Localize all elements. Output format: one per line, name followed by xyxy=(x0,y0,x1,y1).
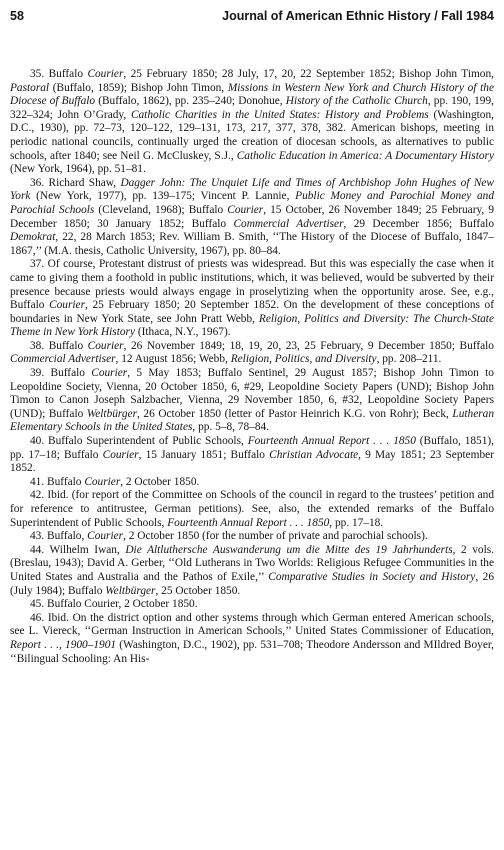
endnotes xyxy=(10,68,494,666)
italic-text: Fourteenth Annual Report . . . 1850 xyxy=(247,435,416,448)
note-text: , 15 January 1851; Buffalo xyxy=(138,448,270,461)
note-text: (Cleveland, 1968); Buffalo xyxy=(94,203,228,216)
italic-text: Fourteenth Annual Report . . . 1850 xyxy=(167,516,330,529)
page-number: 58 xyxy=(10,9,24,23)
note-text: (New York, 1964), pp. 51–81. xyxy=(10,163,146,176)
italic-text: Public Money and Parochial Money and Parochial Schools xyxy=(10,190,495,216)
note-text: , 26 October 1850 (letter of Pastor Heinrich K.G. von Rohr); Beck, xyxy=(137,407,453,420)
italic-text: Die Altluthersche Auswanderung um die Mitte des 19 Jahrhunderts xyxy=(125,543,453,556)
italic-text: Religion, Politics and Diversity: The Church-State Theme in New York History xyxy=(10,312,494,339)
endnote xyxy=(10,367,494,435)
italic-text: Courier xyxy=(87,530,124,543)
note-text: (Ithaca, N.Y., 1967). xyxy=(135,326,231,339)
italic-text: Courier xyxy=(227,203,264,216)
endnote xyxy=(10,340,494,367)
italic-text: Courier xyxy=(102,448,139,461)
italic-text: Commercial Advertiser xyxy=(233,217,344,230)
endnote xyxy=(10,612,494,666)
note-text: , 26 (July 1984); Buffalo xyxy=(10,570,494,597)
note-text: (Buffalo, 1862), pp. 235–240; Donohue, xyxy=(95,95,286,108)
italic-text: Weltbürger xyxy=(105,584,156,597)
endnote xyxy=(10,489,494,530)
note-text: , pp. 5–8, 78–84. xyxy=(192,421,269,434)
italic-text: Commercial Advertiser xyxy=(10,353,116,366)
note-text: , pp. 190, 199, 322–324; John O’Grady, xyxy=(10,95,494,121)
note-text: , 12 August 1856; Webb, xyxy=(115,353,231,366)
note-text: (Washington, D.C., 1902), pp. 531–708; Theodore Andersson and MIldred Boyer, ‘‘Bilingual Schooling: An His- xyxy=(10,638,495,665)
italic-text: Weltbürger xyxy=(86,407,138,420)
italic-text: Courier xyxy=(84,475,121,488)
italic-text: Courier xyxy=(87,68,124,80)
note-text: , 5 May 1853; Buffalo Sentinel, 29 August 1857; Bishop John Timon to Leopoldine Society, Vienna, 20 October 1850, 6, #29, Leopoldine Society Papers (UND); Bishop John Timon to Canon Joseph Salzbacher, Vienna, 29 November 1850, 6, #32, Leopoldine Society Papers (UND); Buffalo xyxy=(10,367,494,420)
note-text: 45. Buffalo Courier, 2 October 1850. xyxy=(30,598,198,611)
note-text: , 2 October 1850. xyxy=(120,475,200,488)
note-text: , pp. 208–211. xyxy=(376,353,442,366)
note-text: , 22, 28 March 1853; Rev. William B. Smith, ‘‘The History of the Diocese of Buffalo, 1847–1867,’’ (M.A. thesis, Catholic University, 1967), pp. 80–84. xyxy=(10,231,494,257)
endnote xyxy=(10,544,494,598)
italic-text: Missions in Western New York and Church History of the Diocese of Buffalo xyxy=(10,81,494,108)
italic-text: Catholic Charities in the United States: History and Problems xyxy=(130,108,429,121)
endnote xyxy=(10,258,494,340)
note-text: , 29 December 1856; Buffalo xyxy=(343,217,494,230)
note-text: (Buffalo, 1851), pp. 17–18; Buffalo xyxy=(10,435,494,461)
note-text: , 25 February 1850; 20 September 1852. On the development of these conceptions of boundaries in New York State, see John Pratt Webb, xyxy=(10,299,494,325)
endnote xyxy=(10,68,494,177)
note-text: , 9 May 1851; 23 September 1852. xyxy=(10,448,494,475)
endnote xyxy=(10,598,494,612)
italic-text: Religion, Politics, and Diversity xyxy=(230,353,377,366)
note-text: , 25 February 1850; 28 July, 17, 20, 22 September 1852; Bishop John Timon, xyxy=(123,68,494,80)
note-text: , 2 vols. (Breslau, 1943); David A. Gerber, ‘‘Old Lutherans in Two Worlds: Religious Refugee Communities in the United States and Australia and the Pathos of Exile,’’ xyxy=(10,543,494,583)
note-text: 43. Buffalo, xyxy=(30,530,88,543)
italic-text: Pastoral xyxy=(10,81,50,94)
italic-text: Courier xyxy=(87,339,124,352)
note-text: 38. Buffalo xyxy=(30,339,88,352)
running-header xyxy=(10,8,494,24)
note-text: , 26 November 1849; 18, 19, 20, 23, 25 February, 9 December 1850; Buffalo xyxy=(123,339,494,352)
italic-text: Christian Advocate xyxy=(269,448,359,461)
italic-text: History of the Catholic Church xyxy=(285,95,428,108)
note-text: 41. Buffalo xyxy=(30,475,85,488)
italic-text: Courier xyxy=(49,299,85,312)
note-text: , pp. 17–18. xyxy=(329,516,384,529)
endnote xyxy=(10,435,494,476)
note-text: 39. Buffalo xyxy=(30,367,92,380)
running-title: Journal of American Ethnic History / Fall 1984 xyxy=(222,9,494,23)
note-text: (New York, 1977), pp. 139–175; Vincent P. Lannie, xyxy=(30,190,296,203)
note-text: 44. Wilhelm Iwan, xyxy=(30,543,126,556)
note-text: , 15 October, 26 November 1849; 25 February, 9 December 1850; 30 January 1852; Buffalo xyxy=(10,203,494,230)
note-text: (Buffalo, 1859); Bishop John Timon, xyxy=(49,81,228,94)
endnote xyxy=(10,530,494,544)
italic-text: Comparative Studies in Society and History xyxy=(268,570,476,583)
note-text: 42. Ibid. (for report of the Committee on Schools of the council in regard to the trustees’ petition and for reference to antitrustee, German petitions). See, also, the extended remarks of the Buffalo Superintendent of Public Schools, xyxy=(10,489,494,529)
italic-text: Courier xyxy=(91,367,128,380)
note-text: (Washington, D.C., 1930), pp. 72–73, 120–122, 129–131, 173, 217, 377, 378, 382. American bishops, meeting in periodic national councils, continually urged the creation of diocesan schools, as alternatives to public schools, after 1840; see Neil G. McCluskey, S.J., xyxy=(10,108,494,162)
note-text: , 2 October 1850 (for the number of private and parochial schools). xyxy=(123,530,428,543)
note-text: 37. Of course, Protestant distrust of priests was widespread. But this was especially the case when it came to giving them a foothold in public institutions, which, it was believed, would be subverted by their presence because priests would always engage in proselytizing when the opportunity arose. See, e.g., Buffalo xyxy=(10,258,494,312)
italic-text: Demokrat xyxy=(10,231,56,244)
note-text: 35. Buffalo xyxy=(30,68,88,80)
note-text: , 25 October 1850. xyxy=(155,584,241,597)
endnote xyxy=(10,476,494,490)
note-text: 36. Richard Shaw, xyxy=(30,176,121,189)
note-text: 40. Buffalo Superintendent of Public Schools, xyxy=(30,435,248,448)
italic-text: Lutheran Elementary Schools in the United States xyxy=(10,407,495,434)
note-text: 46. Ibid. On the district option and other systems through which German entered American schools, see L. Viereck, ‘‘German Instruction in American Schools,’’ United States Commissioner of Education, xyxy=(10,611,494,638)
italic-text: Dagger John: The Unquiet Life and Times of Archbishop John Hughes of New York xyxy=(10,176,494,203)
italic-text: Report . . ., 1900–1901 xyxy=(10,638,117,651)
endnote xyxy=(10,177,494,259)
italic-text: Catholic Education in America: A Documentary History xyxy=(236,149,494,162)
